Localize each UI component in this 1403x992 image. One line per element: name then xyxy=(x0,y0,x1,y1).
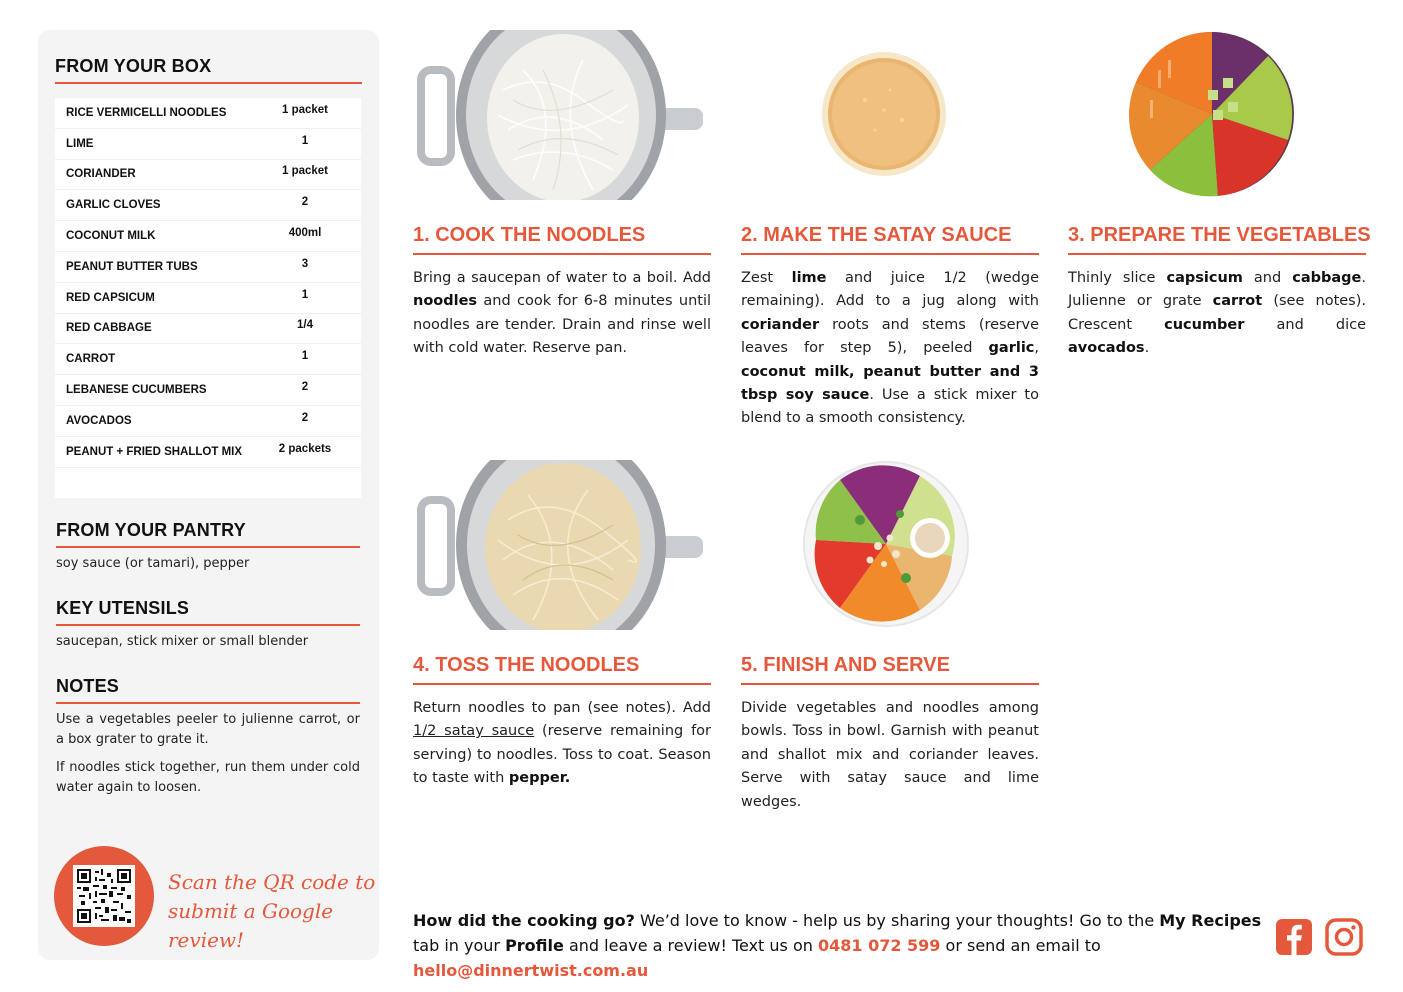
ingredient-row xyxy=(55,283,361,314)
noodles-pan-photo xyxy=(413,460,703,630)
facebook-icon[interactable] xyxy=(1275,918,1313,956)
ingredient-row xyxy=(55,344,361,375)
ingredient-row xyxy=(55,375,361,406)
pantry-title: FROM YOUR PANTRY xyxy=(56,520,246,540)
step-3-title: 3. PREPARE THE VEGETABLES xyxy=(1068,224,1371,246)
noodles-colander-photo xyxy=(413,30,703,200)
ingredient-row xyxy=(55,314,361,345)
ingredients-table xyxy=(55,98,361,498)
ingredient-row xyxy=(55,437,361,468)
ingredient-name: PEANUT + FRIED SHALLOT MIX xyxy=(66,445,243,458)
divider xyxy=(741,683,1039,685)
ingredient-name: LEBANESE CUCUMBERS xyxy=(66,384,207,397)
step-1-title: 1. COOK THE NOODLES xyxy=(413,224,646,246)
ingredient-name: CORIANDER xyxy=(66,168,136,181)
ingredient-qty: 1 packet xyxy=(281,103,329,116)
divider xyxy=(55,82,362,84)
ingredient-name: PEANUT BUTTER TUBS xyxy=(66,260,198,273)
utensils-title: KEY UTENSILS xyxy=(56,598,190,618)
step-5-title: 5. FINISH AND SERVE xyxy=(741,654,950,676)
divider xyxy=(413,683,711,685)
finished-bowl-photo xyxy=(800,460,972,628)
ingredient-name: COCONUT MILK xyxy=(66,230,156,243)
step-4-text: Return noodles to pan (see notes). Add 1/2 satay sauce (reserve remaining for serving) to noodles. Toss to coat. Season to taste with pepper. xyxy=(413,700,712,787)
step-2-text: Zest lime and juice 1/2 (wedge remaining). Add to a jug along with coriander roots and stems (reserve leaves for step 5), peeled garlic, coconut milk, peanut butter and 3 tbsp soy sauce. Use a stick mixer to blend to a smooth consistency. xyxy=(741,270,1039,427)
qr-badge[interactable] xyxy=(54,846,154,946)
instagram-icon[interactable] xyxy=(1325,918,1363,956)
divider xyxy=(56,546,360,548)
step-1-text: Bring a saucepan of water to a boil. Add noodles and cook for 6-8 minutes until noodles are tender. Drain and rinse well with cold water. Reserve pan. xyxy=(413,270,711,357)
ingredient-qty: 3 xyxy=(301,257,309,270)
ingredient-qty: 1 xyxy=(301,134,309,147)
ingredient-qty: 2 xyxy=(301,381,309,394)
ingredient-qty: 400ml xyxy=(288,227,322,240)
satay-sauce-photo xyxy=(820,50,950,180)
ingredient-row xyxy=(55,252,361,283)
ingredient-name: AVOCADOS xyxy=(66,414,132,427)
divider xyxy=(56,624,360,626)
ingredient-row xyxy=(55,406,361,437)
email-link[interactable]: hello@dinnertwist.com.au xyxy=(413,961,649,980)
ingredient-row xyxy=(55,190,361,221)
utensils-text: saucepan, stick mixer or small blender xyxy=(56,634,309,649)
note-2: If noodles stick together, run them under cold water again to loosen. xyxy=(56,760,360,795)
ingredient-qty: 1/4 xyxy=(297,319,313,332)
ingredient-name: RED CAPSICUM xyxy=(66,291,155,304)
sidebar xyxy=(38,30,379,960)
ingredient-qty: 1 packet xyxy=(281,165,329,178)
qr-code-icon[interactable] xyxy=(73,865,135,927)
ingredient-qty: 1 xyxy=(301,288,309,301)
divider xyxy=(56,702,360,704)
ingredient-name: RICE VERMICELLI NOODLES xyxy=(66,106,227,119)
feedback-footer: How did the cooking go? We’d love to know - help us by sharing your thoughts! Go to the My Recipes tab in your Profile and leave a review! Text us on 0481 072 599 or send an email to hello@dinnertwist.com.au xyxy=(413,911,1262,980)
note-1: Use a vegetables peeler to julienne carrot, or a box grater to grate it. xyxy=(56,712,360,747)
ingredient-qty: 1 xyxy=(301,350,309,363)
step-5-text: Divide vegetables and noodles among bowls. Toss in bowl. Garnish with peanut and shallot mix and coriander leaves. Serve with satay sauce and lime wedges. xyxy=(741,700,1039,810)
step-3-text: Thinly slice capsicum and cabbage. Julienne or grate carrot (see notes). Crescent cucumber and dice avocados. xyxy=(1068,270,1367,357)
ingredient-row xyxy=(55,160,361,191)
ingredient-row xyxy=(55,129,361,160)
ingredient-row xyxy=(55,98,361,129)
ingredient-qty: 2 xyxy=(301,196,309,209)
ingredient-name: RED CABBAGE xyxy=(66,322,152,335)
ingredient-name: LIME xyxy=(66,137,94,150)
divider xyxy=(413,253,711,255)
qr-cta-line1: Scan the QR code to xyxy=(168,870,376,894)
divider xyxy=(741,253,1039,255)
step-4-title: 4. TOSS THE NOODLES xyxy=(413,654,640,676)
notes-title: NOTES xyxy=(56,676,120,696)
from-box-title: FROM YOUR BOX xyxy=(55,56,212,76)
vegetables-photo xyxy=(1128,30,1296,198)
ingredient-qty: 2 packets xyxy=(278,442,332,455)
ingredient-name: GARLIC CLOVES xyxy=(66,199,161,212)
ingredient-name: CARROT xyxy=(66,353,116,366)
qr-cta xyxy=(168,868,379,955)
step-2-title: 2. MAKE THE SATAY SAUCE xyxy=(741,224,1012,246)
ingredient-row xyxy=(55,221,361,252)
phone-link[interactable]: 0481 072 599 xyxy=(817,936,941,955)
qr-cta-line2: submit a Google review! xyxy=(168,899,334,952)
ingredient-qty: 2 xyxy=(301,411,309,424)
divider xyxy=(1068,253,1366,255)
pantry-text: soy sauce (or tamari), pepper xyxy=(56,556,250,571)
